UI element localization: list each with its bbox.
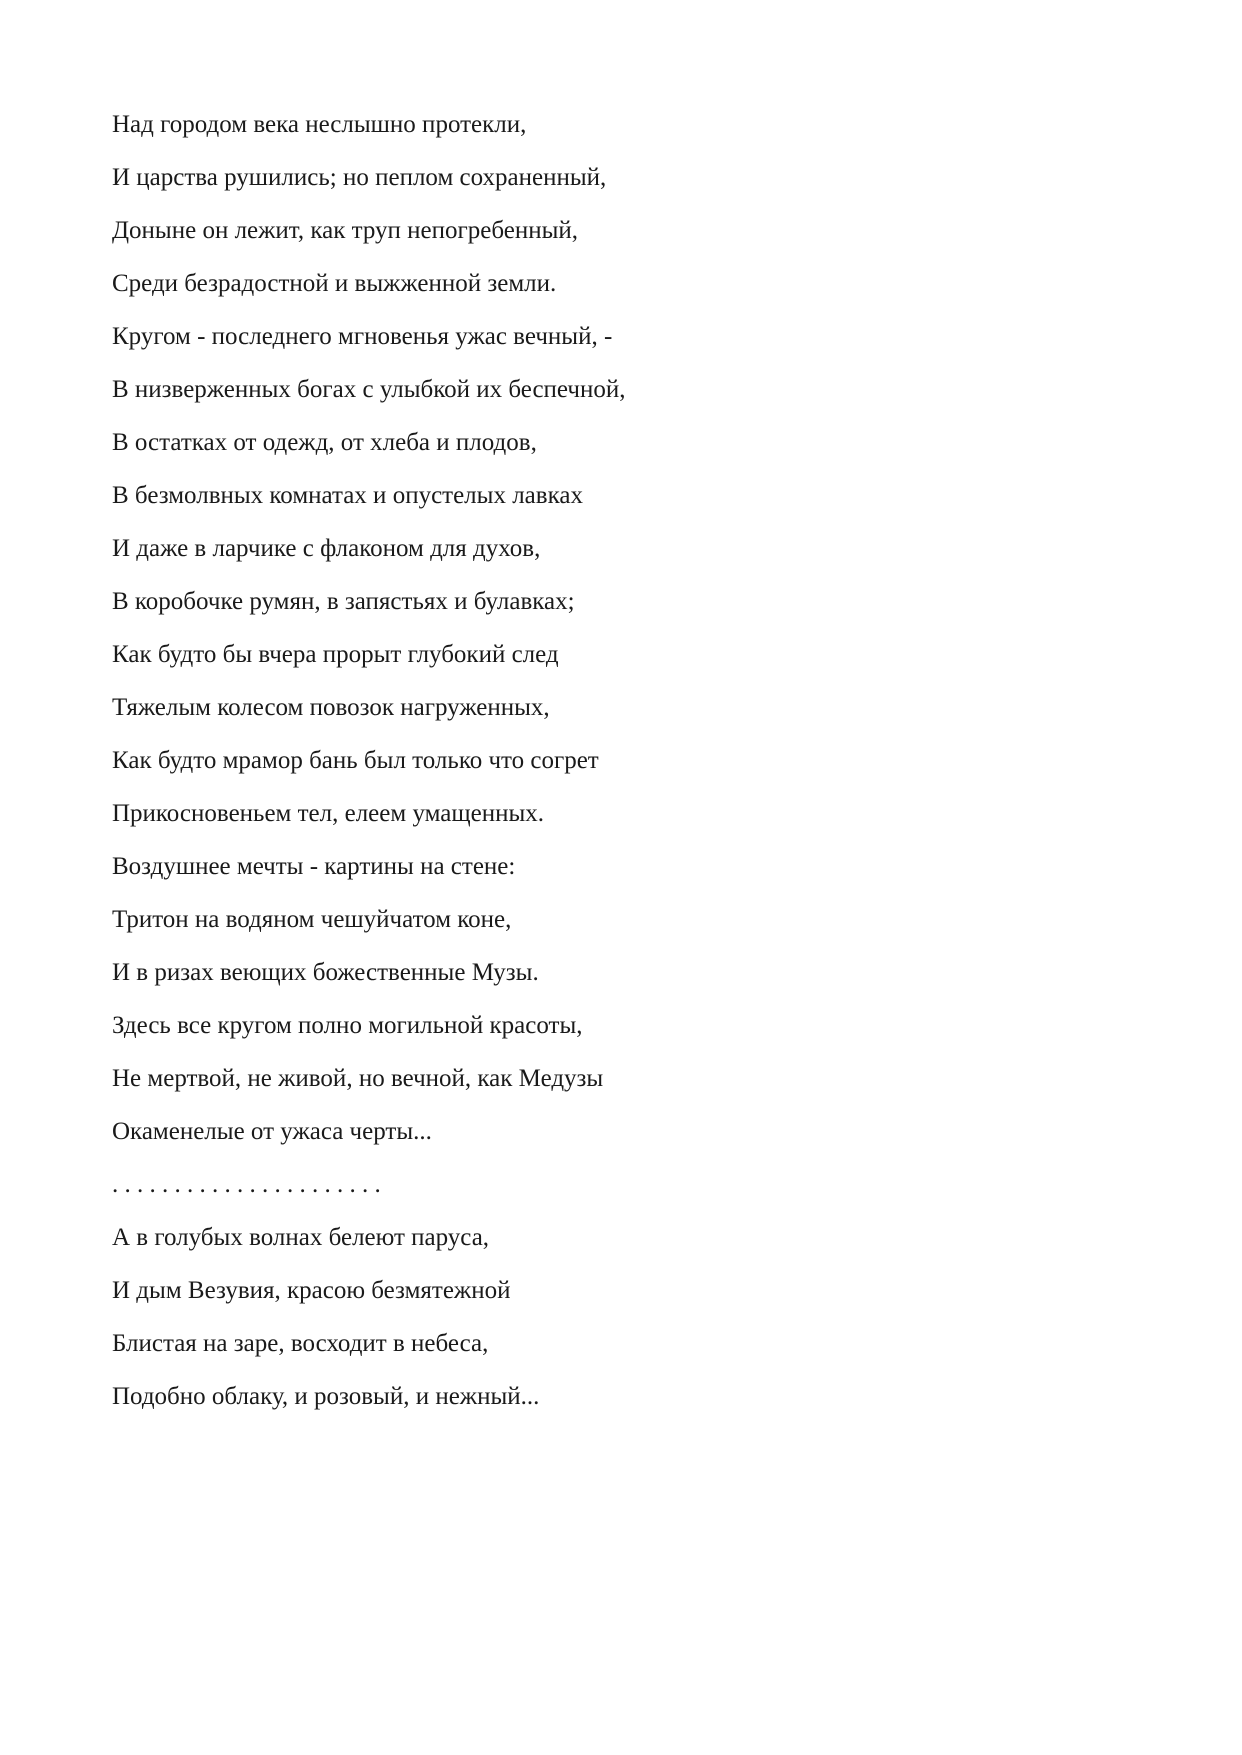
poem-line-24: Подобно облаку, и розовый, и нежный... <box>112 1383 540 1410</box>
poem-line-6: В низверженных богах с улыбкой их беспечной, <box>112 376 626 403</box>
poem-line-5: Кругом - последнего мгновенья ужас вечный, - <box>112 323 613 350</box>
poem-line-9: И даже в ларчике с флаконом для духов, <box>112 535 541 562</box>
stanza-separator: . . . . . . . . . . . . . . . . . . . . . . <box>112 1171 381 1198</box>
poem-line-11: Как будто бы вчера прорыт глубокий след <box>112 641 559 668</box>
poem-line-3: Доныне он лежит, как труп непогребенный, <box>112 217 579 244</box>
poem-line-14: Прикосновеньем тел, елеем умащенных. <box>112 800 545 827</box>
poem-line-8: В безмолвных комнатах и опустелых лавках <box>112 482 583 509</box>
poem-line-20: Окаменелые от ужаса черты... <box>112 1118 432 1145</box>
poem-line-10: В коробочке румян, в запястьях и булавках; <box>112 588 575 615</box>
poem-line-18: Здесь все кругом полно могильной красоты, <box>112 1012 583 1039</box>
poem-line-1: Над городом века неслышно протекли, <box>112 111 527 138</box>
poem-line-2: И царства рушились; но пеплом сохраненный, <box>112 164 607 191</box>
poem-line-21: А в голубых волнах белеют паруса, <box>112 1224 490 1251</box>
poem-text <box>112 106 1132 1431</box>
poem-line-13: Как будто мрамор бань был только что согрет <box>112 747 599 774</box>
poem-line-4: Среди безрадостной и выжженной земли. <box>112 270 557 297</box>
poem-line-19: Не мертвой, не живой, но вечной, как Медузы <box>112 1065 604 1092</box>
poem-line-7: В остатках от одежд, от хлеба и плодов, <box>112 429 537 456</box>
poem-line-17: И в ризах веющих божественные Музы. <box>112 959 539 986</box>
poem-line-22: И дым Везувия, красою безмятежной <box>112 1277 511 1304</box>
poem-line-16: Тритон на водяном чешуйчатом коне, <box>112 906 512 933</box>
poem-line-23: Блистая на заре, восходит в небеса, <box>112 1330 489 1357</box>
poem-line-15: Воздушнее мечты - картины на стене: <box>112 853 516 880</box>
poem-line-12: Тяжелым колесом повозок нагруженных, <box>112 694 550 721</box>
